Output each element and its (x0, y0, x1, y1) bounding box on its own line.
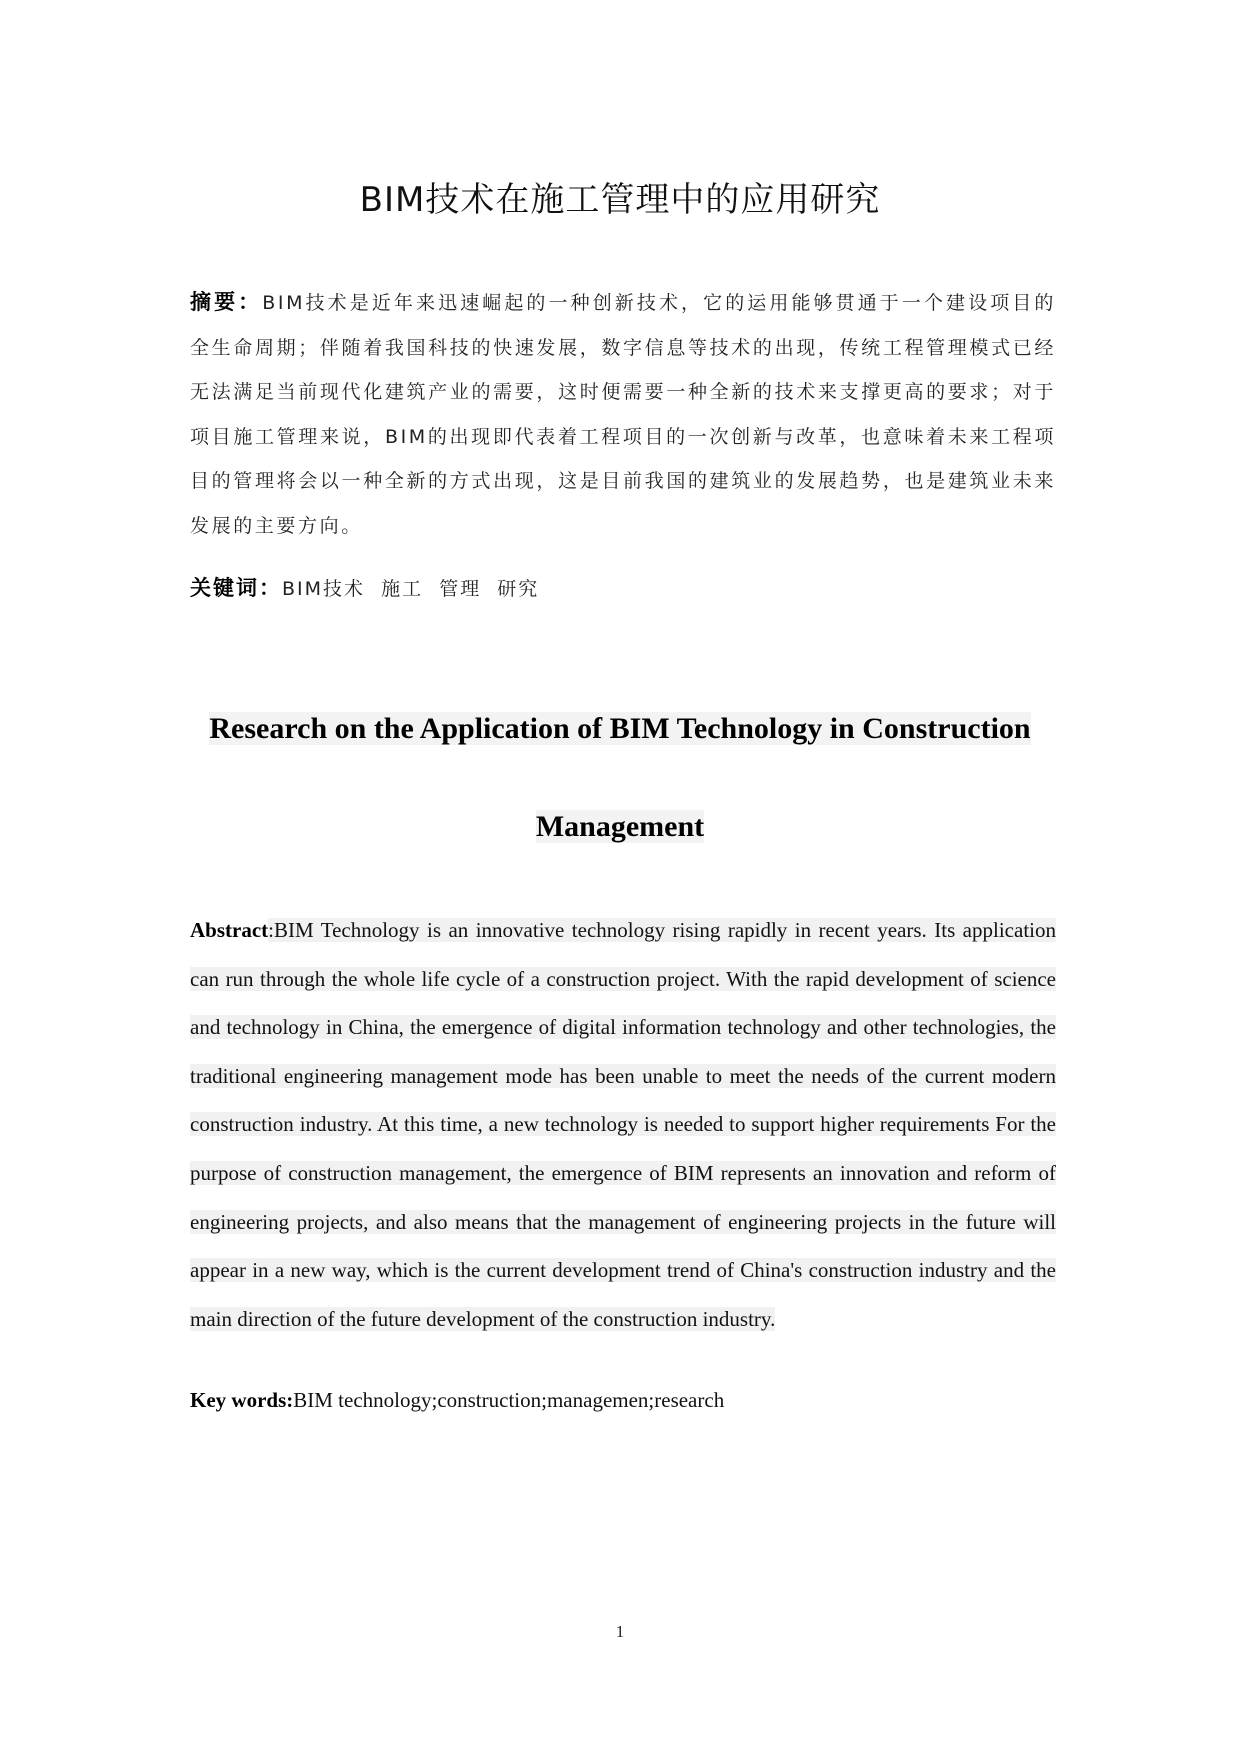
chinese-abstract-label: 摘要： (190, 289, 263, 314)
page-number: 1 (615, 1622, 625, 1641)
chinese-keywords-text: BIM技术 施工 管理 研究 (282, 578, 540, 600)
english-title-text: Research on the Application of BIM Technology in Construction Management (209, 712, 1031, 843)
chinese-keywords (190, 572, 1056, 602)
english-abstract-label: Abstract (190, 918, 269, 942)
english-abstract-text: :BIM Technology is an innovative technology rising rapidly in recent years. Its application can run through the whole life cycle of a construction project. With the rapid development of science and technology in China, the emergence of digital information technology and other technologies, the traditional engineering management mode has been unable to meet the needs of the current modern construction industry. At this time, a new technology is needed to support higher requirements For the purpose of construction management, the emergence of BIM represents an innovation and reform of engineering projects, and also means that the management of engineering projects in the future will appear in a new way, which is the current development trend of China's construction industry and the main direction of the future development of the construction industry. (190, 918, 1056, 1331)
english-keywords (190, 1388, 1056, 1413)
chinese-title: BIM技术在施工管理中的应用研究 (359, 180, 881, 220)
chinese-abstract-text: BIM技术是近年来迅速崛起的一种创新技术，它的运用能够贯通于一个建设项目的全生命周期；伴随着我国科技的快速发展，数字信息等技术的出现，传统工程管理模式已经无法满足当前现代化建筑产业的需要，这时便需要一种全新的技术来支撑更高的要求；对于项目施工管理来说，BIM的出现即代表着工程项目的一次创新与改革，也意味着未来工程项目的管理将会以一种全新的方式出现，这是目前我国的建筑业的发展趋势，也是建筑业未来发展的主要方向。 (190, 292, 1056, 537)
chinese-abstract (190, 280, 1056, 548)
chinese-keywords-label: 关键词： (190, 575, 282, 600)
english-keywords-label: Key words: (190, 1388, 294, 1412)
english-keywords-text: BIM technology;construction;managemen;research (293, 1388, 725, 1412)
english-abstract (190, 906, 1056, 1343)
english-title (160, 680, 1080, 876)
